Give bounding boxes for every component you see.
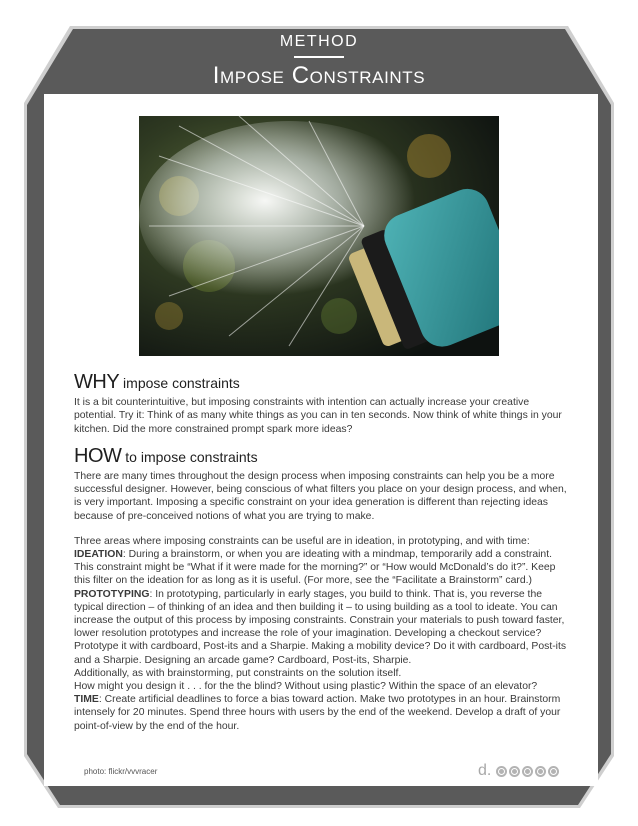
prototyping-paragraph — [74, 588, 570, 667]
why-paragraph: It is a bit counterintuitive, but imposing constraints with intention can actually increase your creative potential. Try it: Think of as many white things as you can in ten seconds. Now think of white things in your kitchen. Did the more constrained prompt spark more ideas? — [74, 397, 562, 435]
logo-circle-icon — [548, 766, 559, 777]
ideation-label: IDEATION — [74, 549, 123, 561]
card-header — [0, 32, 638, 90]
why-heading-small: impose constraints — [119, 375, 240, 391]
time-text: : Create artificial deadlines to force a bias toward action. Make two prototypes in an hour. Brainstorm intensely for 20 minutes. Spend three hours with users by the end of the weekend. Develop a draft of your point-of-view by the end of the hour. — [74, 694, 561, 732]
logo-circle-icon — [535, 766, 546, 777]
how-might-line: How might you design it . . . for the the blind? Without using plastic? Within the space of an elevator? — [74, 681, 538, 693]
prototyping-text: : In prototyping, particularly in early stages, you build to think. That is, you reverse the typical direction – of thinking of an idea and then building it – to using building as a tool to ideate. You can increase the output of this process by imposing constraints. Constrain your materials to push toward faster, lower resolution prototypes and increase the role of your imagination. Developing a checkout service? Prototype it with cardboard, Post-its and a Sharpie. Making a mobility device? Do it with cardboard, Post-its and a Sharpie. Designing an arcade game? Cardboard, Post-its, Sharpie. — [74, 588, 567, 666]
time-paragraph — [74, 693, 570, 733]
why-heading — [74, 371, 570, 393]
how-heading-big: HOW — [74, 444, 122, 467]
photo-credit: photo: flickr/vvvracer — [84, 767, 158, 776]
logo-circle-icon — [522, 766, 533, 777]
time-label: TIME — [74, 694, 99, 706]
additionally-line: Additionally, as with brainstorming, put constraints on the solution itself. — [74, 667, 402, 679]
logo-letter: d. — [478, 762, 492, 779]
areas-intro: Three areas where imposing constraints can be useful are in ideation, in prototyping, and with time: — [74, 535, 530, 547]
how-intro-paragraph: There are many times throughout the design process when imposing constraints can help you be a more successful designer. However, being conscious of what filters you place on your design process, and when, is very important. Imposing a specific constraint on your idea generation is different than rejecting ideas because of pre-conceived notions of what you are trying to make. — [74, 471, 567, 522]
why-heading-big: WHY — [74, 371, 120, 393]
how-heading-small: to impose constraints — [121, 448, 258, 465]
logo-circle-icon — [509, 766, 520, 777]
hose-spray-photo — [139, 116, 499, 356]
prototyping-label: PROTOTYPING — [74, 588, 150, 600]
how-heading — [74, 444, 570, 467]
header-divider — [294, 56, 344, 58]
card-body — [74, 371, 570, 733]
ideation-paragraph — [74, 548, 570, 588]
page-title: Impose Constraints — [212, 62, 426, 89]
dschool-logo — [478, 762, 559, 780]
method-label: METHOD — [279, 33, 359, 50]
logo-circle-icon — [496, 766, 507, 777]
ideation-text: : During a brainstorm, or when you are ideating with a mindmap, temporarily add a constraint. This constraint might be “What if it were made for the morning?” or “How would McDonald’s do it?”. Keep this filter on the ideation for as long as it is useful. (For more, see the “Facilitate a Brainstorm” card.) — [74, 549, 556, 587]
